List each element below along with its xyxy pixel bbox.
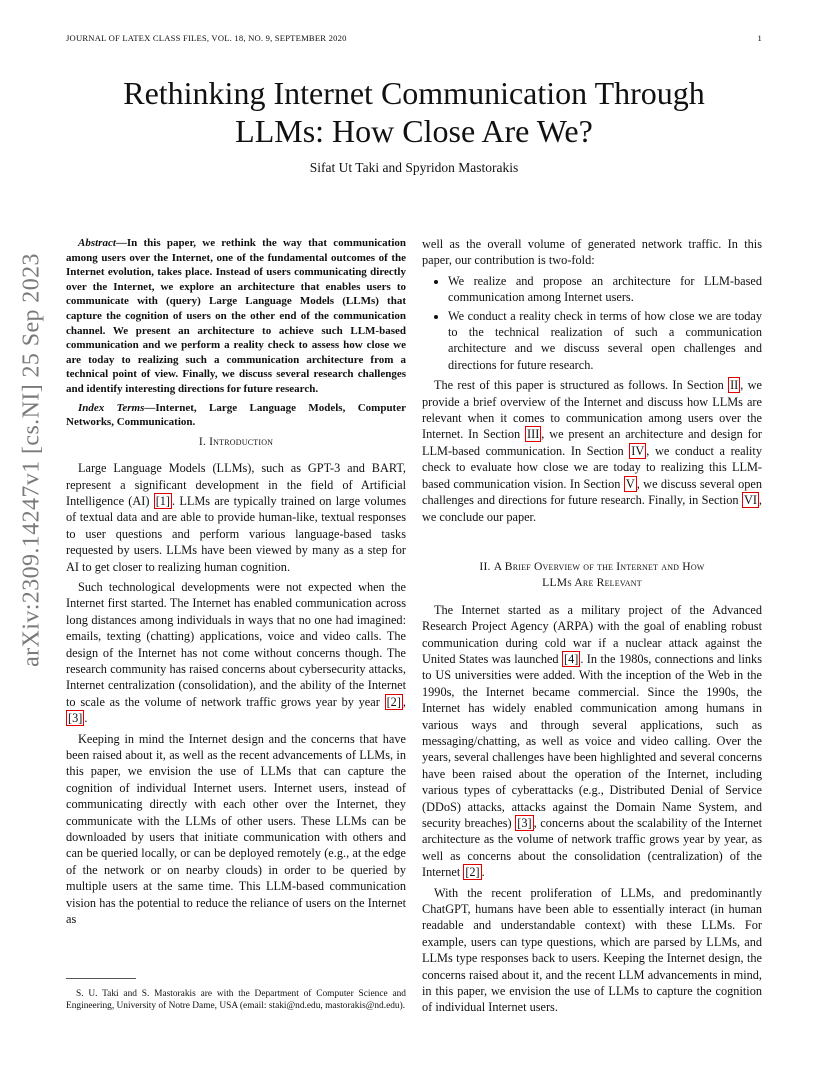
- left-column: [66, 236, 406, 932]
- footnote-rule: [66, 978, 136, 979]
- intro-paragraph-1: Large Language Models (LLMs), such as GPT-3 and BART, represent a significant development in the field of Artificial Intelligence (AI) [1] . LLMs are typically trained on large volumes of textual data and are able to provide human-like, textual responses to user questions and perform various language-based tasks requested by users. LLMs have been viewed by many as a step for AI to get closer to realizing human cognition.: [66, 461, 406, 574]
- citation-link[interactable]: [2]: [386, 694, 401, 709]
- paper-title: [60, 74, 768, 150]
- section-link[interactable]: V: [625, 476, 635, 491]
- paper-structure-paragraph: The rest of this paper is structured as follows. In Section II , we provide a brief overview of the Internet and discuss how LLMs are relevant when it comes to communication among users over the Internet. In Section III , we present an architecture and design for LLM-based communication. In Section IV , we conduct a reality check to evaluate how close we are today to realizing this LLM-based communication vision. In Section V , we discuss several open challenges and directions for future research. Finally, in Section VI , we conclude our paper.: [422, 378, 762, 524]
- intro-paragraph-2: Such technological developments were not expected when the Internet first started. The Internet has enabled communication across long distances among individuals in ways that no one had imagined: emails, texting (chatting) applications, voice and video calls. The design of the Internet has not come without concerns though. The research community has raised concerns about cybersecurity attacks, Internet centralization (consolidation), and the ability of the Internet to scale as the volume of network traffic grows year by year [2] , [3] .: [66, 579, 406, 726]
- citation-link[interactable]: [3]: [68, 711, 83, 726]
- section-heading-overview: II. A Brief Overview of the Internet and How LLMs Are Relevant: [479, 559, 705, 590]
- abstract-label: Abstract: [78, 237, 116, 249]
- right-column: [422, 236, 762, 1020]
- contribution-intro: well as the overall volume of generated network traffic. In this paper, our contribution is two-fold:: [422, 237, 762, 268]
- contribution-item: • We realize and propose an architecture for LLM-based communication among Internet users.: [448, 273, 762, 306]
- citation-link[interactable]: [4]: [563, 651, 579, 666]
- citation-link[interactable]: [2]: [465, 865, 480, 880]
- index-terms: [66, 401, 406, 430]
- abstract: [66, 236, 406, 397]
- section-link[interactable]: II: [730, 378, 739, 393]
- arxiv-id: arXiv:2309.14247v1 [cs.NI] 25 Sep 2023: [18, 253, 45, 667]
- index-terms-text: —Internet, Large Language Models, Computer Networks, Communication.: [66, 401, 406, 429]
- section-heading-introduction: I. Introduction: [198, 434, 274, 448]
- intro-paragraph-3: Keeping in mind the Internet design and the concerns that have been raised about it, as well as the recent advancements of LLMs, in this paper, we envision the use of LLMs that can capture the cognition of individual Internet users. Internet users, instead of communicating directly with each other over the Internet, they communicate with the LLMs of other users. These LLMs can be downloaded by users that initiate communication with others and can be queried locally, or can be deployed remotely (e.g., at the edge of the network or on nearby clouds) in order to be queried by multiple users at the same time. This LLM-based communication vision has the potential to reduce the reliance of users on the Internet as: [66, 731, 406, 927]
- section-link[interactable]: IV: [631, 443, 645, 458]
- section-link[interactable]: VI: [743, 493, 757, 508]
- citation-link[interactable]: [3]: [517, 816, 532, 830]
- abstract-text: —In this paper, we rethink the way that communication among users over the Internet, one of the fundamental outcomes of the Internet evolution, takes place. Instead of users communicating directly over the Internet, we explore an architecture that enables users to communicate with (query) Large Language Models (LLMs) that capture the cognition of users on the other end of the communication channel. We present an architecture to achieve such LLM-based communication and we perform a reality check to assess how close we are today to realizing such a communication architecture from a technical point of view. Finally, we discuss several research challenges and identify interesting directions for future research.: [66, 237, 406, 395]
- authors: Sifat Ut Taki and Spyridon Mastorakis: [309, 160, 519, 175]
- author-footnote: S. U. Taki and S. Mastorakis are with the Department of Computer Science and Engineering, University of Notre Dame, USA (email: staki@nd.edu, mastorakis@nd.edu).: [66, 989, 406, 1011]
- page-number: 1: [757, 33, 762, 43]
- section-link[interactable]: III: [527, 427, 540, 442]
- contribution-list: [422, 273, 762, 373]
- overview-paragraph-2: With the recent proliferation of LLMs, and predominantly ChatGPT, humans have been able to essentially interact (in human readable and understandable context) with these LLMs. For example, users can type questions, which are parsed by LLMs, and LLMs type responses back to users. Keeping the Internet design, the concerns raised about it, and the recent LLM advancements in mind, in this paper, we envision the use of LLMs to capture the cognition of individual Internet users.: [422, 885, 762, 1015]
- overview-paragraph-1: The Internet started as a military project of the Advanced Research Project Agency (ARPA) with the goal of enabling robust communication during cold war if a nuclear attack against the United States was launched [4] . In the 1980s, connections and links to US universities were added. With the inception of the Web in the 1990s, the Internet became commercial. Since the 1990s, the Internet has widely enabled communication among humans in various ways and through several applications, such as messaging/chatting, as well as voice and video calling. Over the years, several challenges have been highlighted and several concerns have been raised about the operation of the Internet, including various types of cyberattacks (e.g., Distributed Denial of Service (DDoS) attacks, attacks against the Domain Name System, and security breaches) [3] , concerns about the scalability of the Internet architecture as the volume of network traffic grows year by year, as well as concerns about the consolidation (centralization) of the Internet [2] .: [422, 602, 762, 880]
- contribution-item: • We conduct a reality check in terms of how close we are today to the technical realization of such a communication architecture and we discuss several open challenges and directions for future research.: [448, 308, 762, 374]
- arxiv-sidebar: [12, 155, 52, 765]
- citation-link[interactable]: [1]: [155, 493, 171, 508]
- index-terms-label: Index Terms: [78, 401, 145, 414]
- title-line-1: Rethinking Internet Communication Through: [123, 75, 705, 111]
- title-line-2: LLMs: How Close Are We?: [235, 113, 593, 149]
- journal-name: JOURNAL OF LATEX CLASS FILES, VOL. 18, NO. 9, SEPTEMBER 2020: [66, 33, 347, 43]
- running-header: [66, 33, 762, 43]
